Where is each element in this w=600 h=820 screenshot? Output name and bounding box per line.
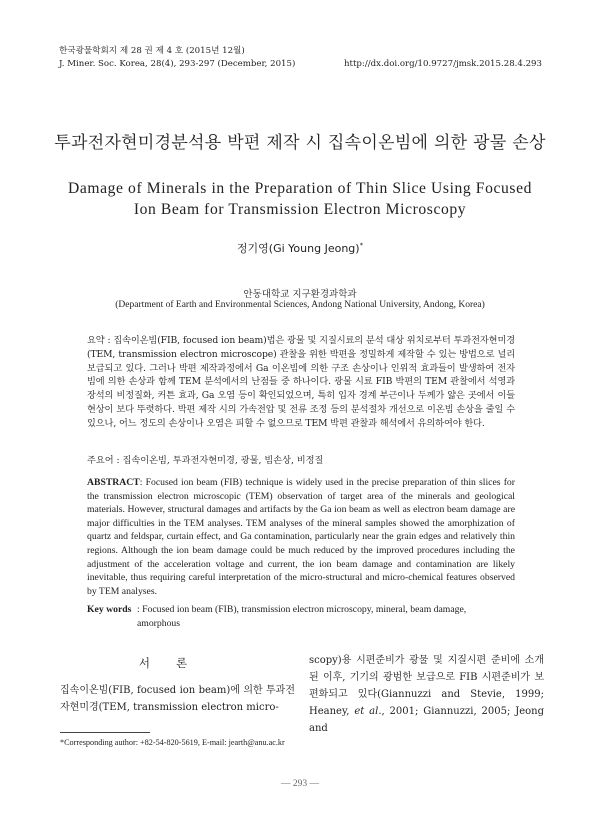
affiliation-english: (Department of Earth and Environmental Sciences, Andong National University, Andong, Korea) xyxy=(115,300,485,310)
abstract-english xyxy=(87,476,515,598)
journal-korean-citation: 한국광물학회지 제 28 권 제 4 호 (2015년 12월) xyxy=(59,46,245,56)
section-heading: 서론 xyxy=(138,656,214,670)
body-right-column xyxy=(309,652,544,737)
affiliation-korean: 안동대학교 지구환경과학과 xyxy=(243,289,357,300)
corresponding-mark: * xyxy=(359,241,364,250)
body-right-text-2: ., 2001; Giannuzzi, 2005; Jeong and xyxy=(309,706,545,734)
title-english-line1: Damage of Minerals in the Preparation of Thin Slice Using Focused xyxy=(68,180,532,197)
body-right-etal: et al xyxy=(354,706,379,717)
page-number: ― 293 ― xyxy=(281,779,319,789)
keywords-label: Key words xyxy=(87,604,132,615)
keywords-korean: 주요어 : 집속이온빔, 투과전자현미경, 광물, 빔손상, 비정질 xyxy=(87,455,324,466)
abstract-korean: 요약 : 집속이온빔(FIB, focused ion beam)법은 광물 및 지질시료의 분석 대상 위치로부터 투과전자현미경(TEM, transmission electron microscope) 관찰을 위한 박편을 정밀하게 제작할 수 있는 방법으로 널리 보급되고 있다. 그러나 박편 제작과정에서 Ga 이온빔에 의한 구조 손상이나 인위적 효과들이 발생하여 전자빔에 의한 손상과 함께 TEM 분석에서의 난점들 중 하나이다. 광물 시료 FIB 박편의 TEM 관찰에서 석영과 장석의 비정질화, 커튼 효과, Ga 오염 등이 확인되었으며, 특히 입자 경계 부근이나 두께가 얇은 곳에서 이들 현상이 보다 뚜렷하다. 박편 제작 시의 가속전압 및 전류 조정 등의 분석절차 개선으로 이온빔 손상을 줄일 수 있으나, 어느 정도의 손상이나 오염은 피할 수 없으므로 TEM 박편 관찰과 해석에서 유의하여야 한다. xyxy=(87,335,515,429)
running-header xyxy=(59,45,542,71)
doi-link[interactable]: http://dx.doi.org/10.9727/jmsk.2015.28.4.293 xyxy=(343,59,542,69)
author-name: 정기영(Gi Young Jeong) xyxy=(236,242,360,255)
journal-english-citation: J. Miner. Soc. Korea, 28(4), 293-297 (December, 2015) xyxy=(59,59,296,69)
title-korean: 투과전자현미경분석용 박편 제작 시 집속이온빔에 의한 광물 손상 xyxy=(54,133,546,153)
body-left-column: 집속이온빔(FIB, focused ion beam)에 의한 투과전자현미경(TEM, transmission electron micro- xyxy=(60,685,295,713)
keywords-english xyxy=(87,603,515,630)
author-line xyxy=(0,240,600,256)
abstract-label: ABSTRACT xyxy=(87,477,140,488)
title-english-line2: Ion Beam for Transmission Electron Microscopy xyxy=(133,201,467,218)
footnote-divider xyxy=(60,732,150,733)
abstract-english-text: : Focused ion beam (FIB) technique is widely used in the precise preparation of thin slices for the transmission electron microscopic (TEM) observation of target area of the minerals and geological materials. However, structural damages and artifacts by the Ga ion beam as well as electron beam damage are major difficulties in the TEM analyses. TEM analyses of the mineral samples showed the amorphization of quartz and feldspar, curtain effect, and Ga contamination, particularly near the grain edges and relatively thin regions. Although the ion beam damage could be much reduced by the improved procedures including the adjustment of the acceleration voltage and current, the ion beam damage and contamination are likely inevitable, thus requiring careful interpretation of the micro-structural and micro-chemical features observed by TEM analyses. xyxy=(87,477,515,597)
title-english xyxy=(40,178,560,220)
footnote-corresponding-author: *Corresponding author: +82-54-820-5619, E-mail: jearth@anu.ac.kr xyxy=(60,738,285,747)
body-right-text-1: scopy)용 시편준비가 광물 및 지질시편 준비에 소개된 이후, 기기의 광범한 보급으로 FIB 시편준비가 보편화되고 있다(Giannuzzi and Stevie, 1999; Heaney, xyxy=(309,655,544,717)
keywords-english-text: : Focused ion beam (FIB), transmission electron microscopy, mineral, beam damage, amorphous xyxy=(137,604,467,629)
